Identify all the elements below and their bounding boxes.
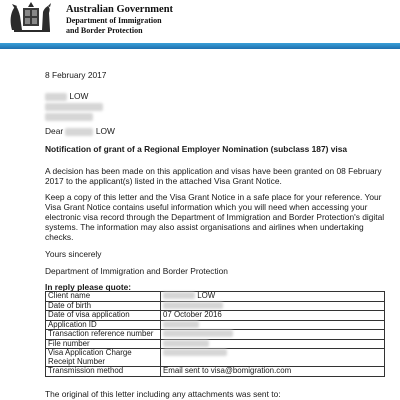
closing: Yours sincerely	[45, 249, 102, 259]
row-label: Transaction reference number	[46, 330, 161, 340]
paragraph-2-line: Visa Grant Notice contains useful information which you will need when accessing your	[45, 202, 368, 212]
department-name-line2: and Border Protection	[66, 26, 143, 35]
row-label: Transmission method	[46, 367, 161, 377]
redacted-block	[45, 103, 103, 111]
footer-note: The original of this letter including any attachments was sent to:	[45, 389, 281, 399]
recipient-surname: LOW	[69, 91, 89, 101]
recipient-address	[45, 111, 93, 122]
paragraph-2-line: electronic visa record through the Department of Immigration and Border Protection's digital	[45, 212, 385, 222]
row-label: Application ID	[46, 320, 161, 330]
salutation-surname: LOW	[95, 126, 115, 136]
paragraph-2-line: Keep a copy of this letter and the Visa Grant Notice in a safe place for your reference. Your	[45, 192, 382, 202]
redacted-block	[45, 93, 67, 101]
letter-date: 8 February 2017	[45, 70, 107, 80]
row-value: 07 October 2016	[161, 311, 385, 321]
paragraph-1-line: 2017 to the applicant(s) listed in the attached Visa Grant Notice.	[45, 176, 282, 186]
redacted-block	[163, 321, 199, 328]
row-value	[161, 292, 385, 302]
table-row	[46, 330, 385, 340]
row-value	[161, 330, 385, 340]
letter-subject: Notification of grant of a Regional Employer Nomination (subclass 187) visa	[45, 144, 348, 154]
department-header	[66, 3, 173, 36]
table-row	[46, 311, 385, 321]
header-rule	[0, 43, 400, 49]
client-surname: LOW	[197, 291, 216, 300]
row-label: Visa Application Charge	[46, 349, 161, 358]
table-row	[46, 292, 385, 302]
paragraph-2-line: checks.	[45, 232, 74, 242]
quote-heading: In reply please quote:	[45, 282, 132, 292]
row-label: Date of visa application	[46, 311, 161, 321]
row-label: Receipt Number	[46, 358, 161, 367]
coat-of-arms-icon	[6, 0, 56, 34]
redacted-block	[163, 340, 209, 347]
row-label: Date of birth	[46, 301, 161, 311]
redacted-block	[163, 349, 227, 356]
row-value	[161, 320, 385, 330]
paragraph-1-line: A decision has been made on this application and visas have been granted on 08 February	[45, 166, 382, 176]
salutation-prefix: Dear	[45, 126, 64, 136]
reference-table	[45, 291, 385, 377]
table-row	[46, 367, 385, 377]
paragraph-2-line: systems. The information may also assist organisations and airlines when undertaking	[45, 222, 364, 232]
redacted-block	[163, 292, 195, 299]
row-label: File number	[46, 339, 161, 349]
row-label: Client name	[46, 292, 161, 302]
row-value	[161, 339, 385, 349]
row-value: Email sent to visa@bomigration.com	[161, 367, 385, 377]
department-name-line1: Department of Immigration	[66, 16, 162, 25]
redacted-block	[65, 128, 93, 136]
salutation	[45, 126, 115, 137]
row-value	[161, 349, 385, 358]
signature: Department of Immigration and Border Protection	[45, 266, 228, 276]
redacted-block	[45, 113, 93, 121]
redacted-block	[163, 302, 223, 309]
redacted-block	[163, 330, 233, 337]
government-name: Australian Government	[66, 4, 174, 15]
